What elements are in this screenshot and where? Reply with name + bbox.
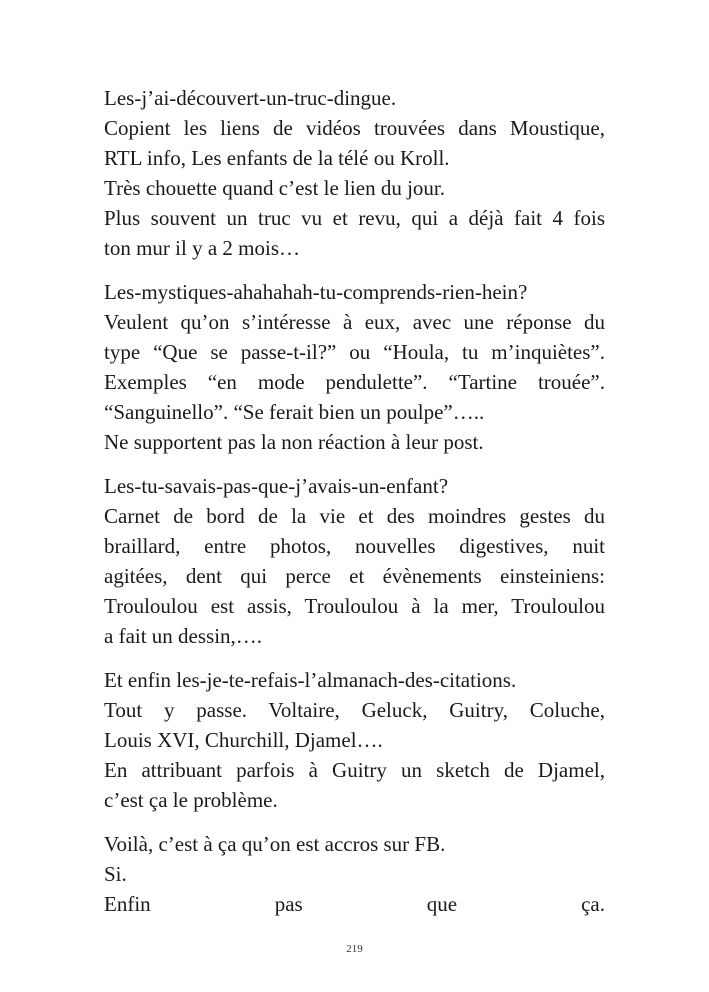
paragraph bbox=[104, 83, 605, 263]
text-line: Très chouette quand c’est le lien du jour. bbox=[104, 176, 445, 200]
paragraph bbox=[104, 277, 605, 457]
text-line: RTL info, Les enfants de la télé ou Kroll. bbox=[104, 146, 450, 170]
paragraph bbox=[104, 471, 605, 651]
text-line: Ne supportent pas la non réaction à leur post. bbox=[104, 430, 484, 454]
text-line: Plus souvent un truc vu et revu, qui a déjà fait 4 fois bbox=[104, 206, 605, 230]
text-line: Louis XVI, Churchill, Djamel…. bbox=[104, 728, 383, 752]
text-line: Enfin pas que ça. bbox=[104, 892, 605, 916]
text-line: agitées, dent qui perce et évènements einsteiniens: bbox=[104, 564, 605, 588]
text-line: Tout y passe. Voltaire, Geluck, Guitry, Coluche, bbox=[104, 698, 605, 722]
text-line: Les-tu-savais-pas-que-j’avais-un-enfant? bbox=[104, 474, 449, 498]
paragraph bbox=[104, 829, 605, 919]
text-line: a fait un dessin,…. bbox=[104, 624, 263, 648]
page-number: 219 bbox=[346, 943, 363, 955]
text-line: Carnet de bord de la vie et des moindres gestes du bbox=[104, 504, 605, 528]
text-line: Si. bbox=[104, 862, 127, 886]
text-line: ton mur il y a 2 mois… bbox=[104, 236, 300, 260]
text-line: “Sanguinello”. “Se ferait bien un poulpe”….. bbox=[104, 400, 485, 424]
paragraph bbox=[104, 665, 605, 815]
text-line: En attribuant parfois à Guitry un sketch de Djamel, bbox=[104, 758, 605, 782]
body-text bbox=[104, 83, 605, 933]
text-line: Trouloulou est assis, Trouloulou à la mer, Trouloulou bbox=[104, 594, 605, 618]
text-line: Et enfin les-je-te-refais-l’almanach-des-citations. bbox=[104, 668, 517, 692]
text-line: Les-mystiques-ahahahah-tu-comprends-rien-hein? bbox=[104, 280, 528, 304]
text-line: Veulent qu’on s’intéresse à eux, avec une réponse du bbox=[104, 310, 605, 334]
text-line: braillard, entre photos, nouvelles digestives, nuit bbox=[104, 534, 605, 558]
text-line: Les-j’ai-découvert-un-truc-dingue. bbox=[104, 86, 397, 110]
text-line: Voilà, c’est à ça qu’on est accros sur FB. bbox=[104, 832, 446, 856]
text-line: Copient les liens de vidéos trouvées dans Moustique, bbox=[104, 116, 605, 140]
text-line: type “Que se passe-t-il?” ou “Houla, tu m’inquiètes”. bbox=[104, 340, 605, 364]
text-line: c’est ça le problème. bbox=[104, 788, 278, 812]
text-line: Exemples “en mode pendulette”. “Tartine trouée”. bbox=[104, 370, 605, 394]
